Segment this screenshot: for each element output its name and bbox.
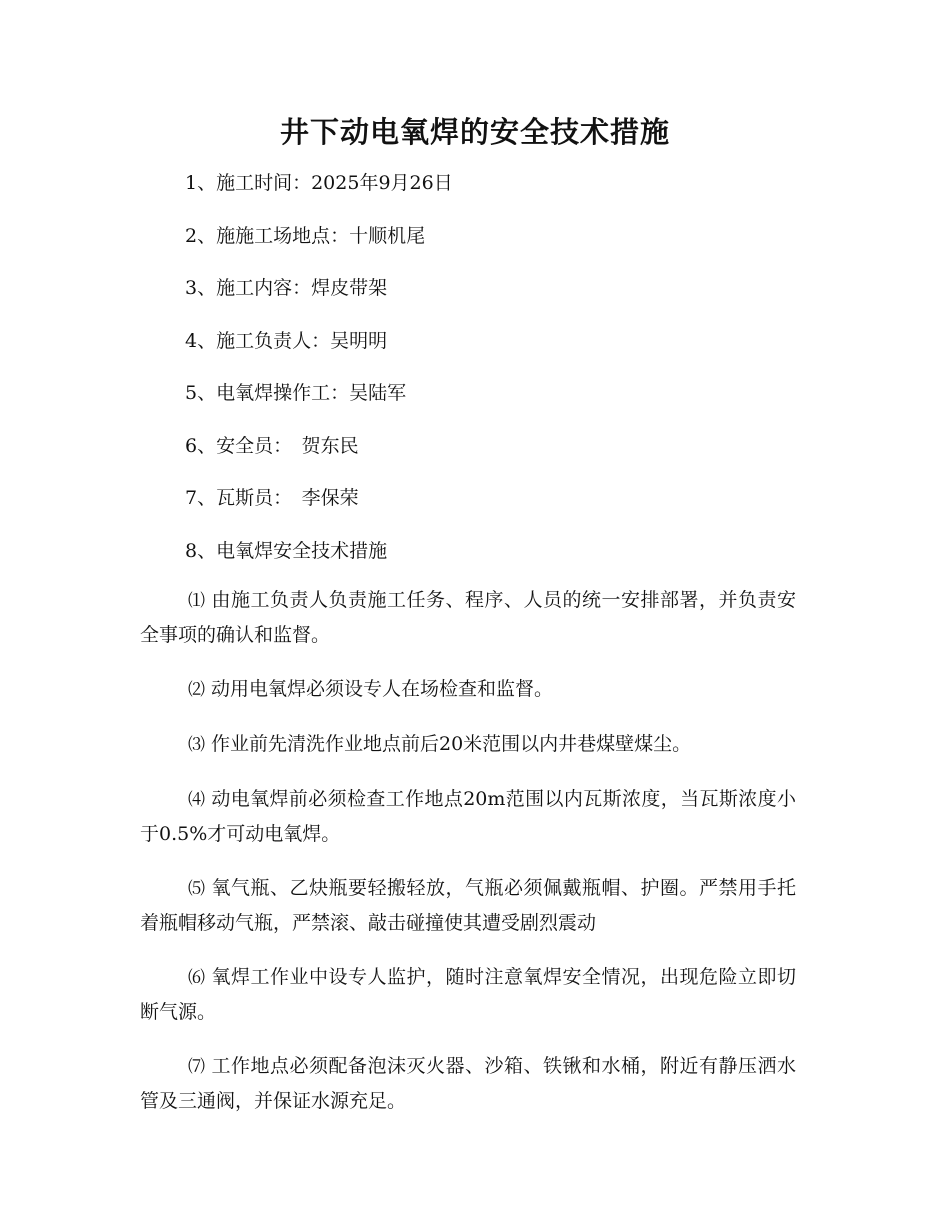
measure-number: ⑸ [188, 879, 206, 899]
measure-paragraph [140, 583, 796, 652]
info-list [185, 166, 825, 586]
info-line-measures-heading: 8、电氧焊安全技术措施 [185, 539, 388, 562]
measure-number: ⑵ [188, 680, 205, 700]
measure-number: ⑹ [188, 968, 206, 988]
measure-paragraph [140, 782, 796, 851]
info-line-welder: 5、电氧焊操作工：吴陆军 [185, 382, 407, 404]
measure-text: 动电氧焊前必须检查工作地点20m范围以内瓦斯浓度，当瓦斯浓度小于0.5%才可动电氧焊。 [140, 788, 796, 845]
measure-text: 氧气瓶、乙炔瓶要轻搬轻放，气瓶必须佩戴瓶帽、护圈。严禁用手托着瓶帽移动气瓶，严禁滚、敲击碰撞使其遭受剧烈震动 [140, 877, 796, 934]
info-line-content: 3、施工内容：焊皮带架 [185, 277, 388, 299]
measure-paragraph [140, 672, 796, 707]
measure-paragraph [140, 1049, 796, 1118]
measure-number: ⑴ [188, 591, 206, 611]
measure-paragraph [140, 727, 796, 762]
measure-text: 动用电氧焊必须设专人在场检查和监督。 [211, 678, 554, 700]
measure-number: ⑶ [188, 735, 205, 755]
info-line-time: 1、施工时间：2025年9月26日 [185, 172, 453, 194]
measure-text: 氧焊工作业中设专人监护，随时注意氧焊安全情况，出现危险立即切断气源。 [140, 966, 796, 1023]
measure-number: ⑺ [188, 1057, 206, 1077]
measure-text: 作业前先清洗作业地点前后20米范围以内井巷煤壁煤尘。 [211, 733, 692, 755]
info-line-location: 2、施施工场地点：十顺机尾 [185, 224, 426, 247]
measure-text: 由施工负责人负责施工任务、程序、人员的统一安排部署，并负责安全事项的确认和监督。 [140, 589, 796, 646]
info-line-gas-inspector: 7、瓦斯员： 李保荣 [185, 487, 359, 509]
document-title: 井下动电氧焊的安全技术措施 [279, 115, 670, 149]
measure-paragraph [140, 871, 796, 940]
info-line-safety-officer: 6、安全员： 贺东民 [185, 434, 359, 457]
measure-paragraph [140, 960, 796, 1029]
info-line-supervisor: 4、施工负责人：吴明明 [185, 329, 388, 352]
safety-measures [140, 583, 796, 1138]
measure-text: 工作地点必须配备泡沫灭火器、沙箱、铁锹和水桶，附近有静压洒水管及三通阀，并保证水源充足。 [140, 1055, 796, 1112]
measure-number: ⑷ [188, 790, 206, 810]
